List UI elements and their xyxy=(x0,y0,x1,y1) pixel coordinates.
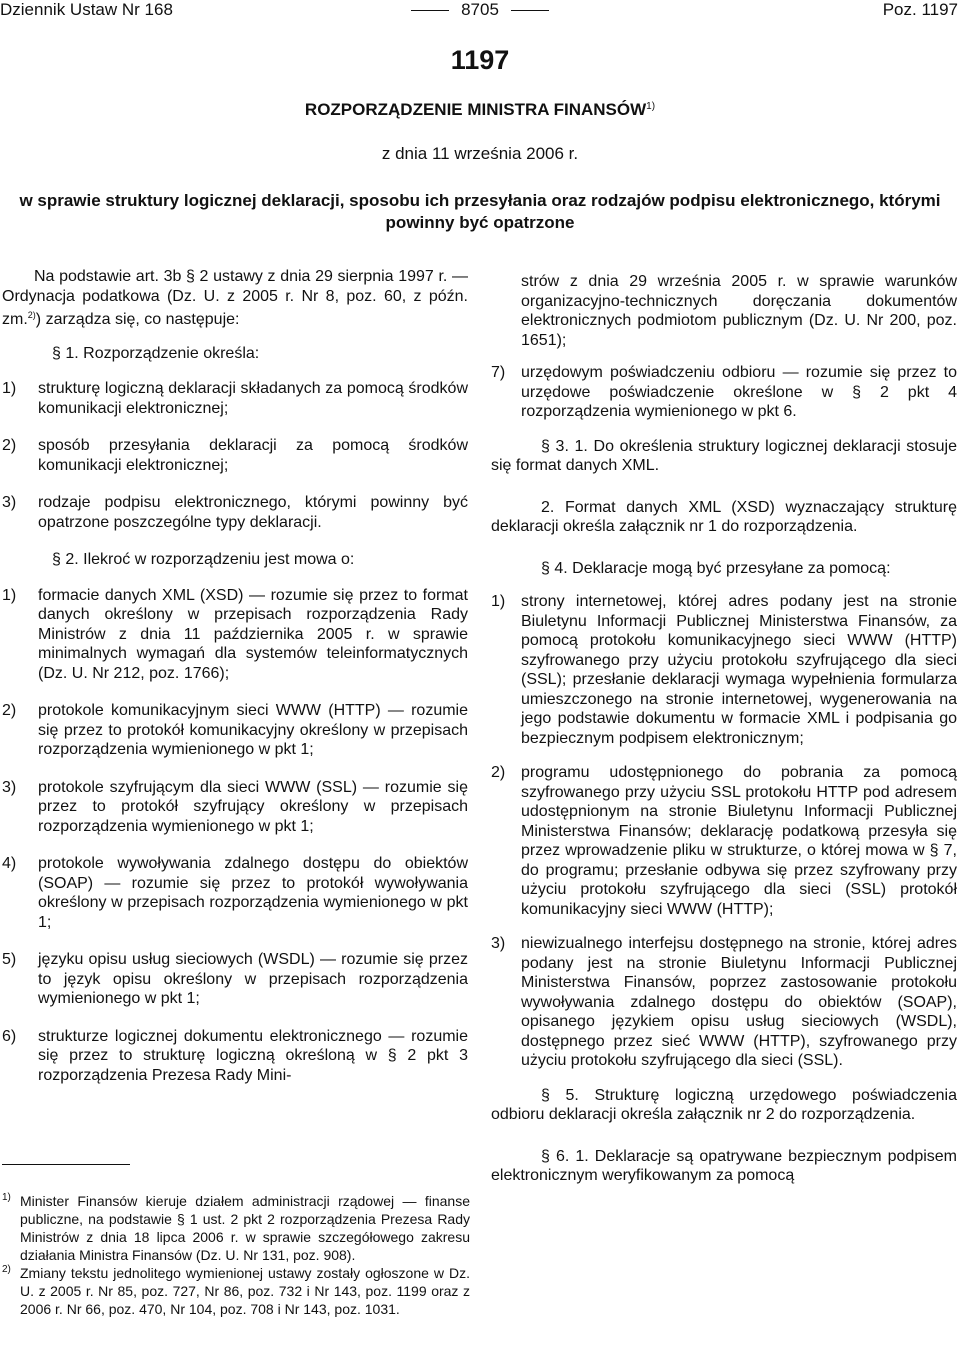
section-2-list xyxy=(2,586,468,1086)
title-text: ROZPORZĄDZENIE MINISTRA FINANSÓW xyxy=(304,100,647,119)
document-number: 1197 xyxy=(450,45,510,75)
section-4-list xyxy=(491,592,957,1071)
page-header xyxy=(0,0,960,22)
list-item: 2) sposób przesyłania deklaracji za pomocą środków komunikacji elektronicznej; xyxy=(2,437,468,474)
right-column xyxy=(491,272,957,1202)
page-number: 8705 xyxy=(461,0,499,19)
footnotes xyxy=(2,1192,470,1318)
section-6-1: § 6. 1. Deklaracje są opatrywane bezpiecznym podpisem elektronicznym weryfikowanym za pomocą xyxy=(491,1147,957,1184)
section-3-2: 2. Format danych XML (XSD) wyznaczający strukturę deklaracji określa załącznik nr 1 do rozporządzenia. xyxy=(491,498,957,535)
section-1-list xyxy=(2,379,468,532)
list-item: 3) protokole szyfrującym dla sieci WWW (SSL) — rozumie się przez to protokół szyfrujący określony w przepisach rozporządzenia wymienionego w pkt 1; xyxy=(2,778,468,835)
list-item: 3) rodzaje podpisu elektronicznego, którymi powinny być opatrzone poszczególne typy deklaracji. xyxy=(2,494,468,531)
list-item: 4) protokole wywoływania zdalnego dostępu do obiektów (SOAP) — rozumie się przez to protokół wywoływania określony w przepisach rozporządzenia wymienionego w pkt 1; xyxy=(2,855,468,931)
list-item: 1) formacie danych XML (XSD) — rozumie się przez to format danych określony w przepisach rozporządzenia Rady Ministrów z dnia 11 października 2005 r. w sprawie minimalnych wymagań dla systemów teleinformatycznych (Dz. U. Nr 212, poz. 1766); xyxy=(2,586,468,682)
document-title xyxy=(0,97,960,120)
footnote: 1) Minister Finansów kieruje działem administracji rządowej — finanse publiczne, na podstawie § 1 ust. 2 pkt 2 rozporządzenia Prezesa Rady Ministrów z dnia 18 lipca 2006 r. w sprawie szczegółowego zakresu działania Ministra Finansów (Dz. U. Nr 131, poz. 908). xyxy=(2,1192,470,1263)
document-date: z dnia 11 września 2006 r. xyxy=(381,144,579,163)
legal-basis: Na podstawie art. 3b § 2 ustawy z dnia 29 sierpnia 1997 r. — Ordynacja podatkowa (Dz. U. z 2005 r. Nr 8, poz. 60, z późn. zm.$^{2)}$) zarządza się, co następuje: xyxy=(2,268,468,328)
journal-title: Dziennik Ustaw Nr 168 xyxy=(0,0,173,19)
list-item: 6) strukturze logicznej dokumentu elektronicznego — rozumie się przez to strukturę logiczną określoną w § 2 pkt 3 rozporządzenia Prezesa Rady Mini- xyxy=(2,1027,468,1084)
list-item: 5) języku opisu usług sieciowych (WSDL) — rozumie się przez to język opisu określony w przepisach rozporządzenia wymienionego w pkt 1; xyxy=(2,951,468,1007)
list-item: 3) niewizualnego interfejsu dostępnego na stronie, której adres podany jest na stronie Biuletynu Informacji Publicznej Ministerstwa Finansów, poprzez zastosowanie protokołu wywoływania zdalnego dostępu do obiektów (SOAP), opisanego językiem opisu usług sieciowych (WSDL), dostępnego przez sieć WWW (HTTP), szyfrowanego przy użyciu protokołu szyfrującego dla sieci (SSL). xyxy=(491,935,957,1069)
title-footnote-ref: 1) xyxy=(646,101,656,112)
footnote: 2) Zmiany tekstu jednolitego wymienionej ustawy zostały ogłoszone w Dz. U. z 2005 r. Nr 85, poz. 727, Nr 86, poz. 732 i Nr 143, poz. 1199 oraz z 2006 r. Nr 66, poz. 470, Nr 104, poz. 708 i Nr 143, poz. 1031. xyxy=(2,1264,470,1317)
footnote-divider xyxy=(2,1164,130,1165)
list-item: 7) urzędowym poświadczeniu odbioru — rozumie się przez to urzędowe poświadczenie określone w § 2 pkt 4 rozporządzenia wymienionego w pkt 6. xyxy=(491,364,957,420)
section-4: § 4. Deklaracje mogą być przesyłane za pomocą: xyxy=(541,559,891,577)
section-1: § 1. Rozporządzenie określa: xyxy=(52,344,260,362)
document-subject: w sprawie struktury logicznej deklaracji, sposobu ich przesyłania oraz rodzajów podpisu elektronicznego, którymi powinny być opatrzone xyxy=(19,191,941,232)
section-5: § 5. Strukturę logiczną urzędowego poświadczenia odbioru deklaracji określa załącznik nr 2 do rozporządzenia. xyxy=(491,1086,957,1123)
list-item: 2) programu udostępnionego do pobrania za pomocą szyfrowanego przy użyciu SSL protokołu HTTP pod adresem udostępnionym na stronie Biuletynu Informacji Publicznej Ministerstwa Finansów; deklarację podatkową przesyła się przez wprowadzenie pliku w strukturze, o której mowa w § 7, do programu; przesłanie odbywa się przez szyfrowany przy użyciu protokołu szyfrującego dla sieci (SSL) protokół komunikacyjny sieci WWW (HTTP); xyxy=(491,764,957,918)
section-2: § 2. Ilekroć w rozporządzeniu jest mowa o: xyxy=(52,551,355,568)
position-number: Poz. 1197 xyxy=(882,0,958,19)
page-number-line xyxy=(0,0,960,20)
list-item: 1) strony internetowej, której adres podany jest na stronie Biuletynu Informacji Publicznej Ministerstwa Finansów, za pomocą protokołu komunikacyjnego sieci WWW (HTTP) szyfrowanego przy użyciu protokołu szyfrującego dla sieci (SSL); przesłanie deklaracji wymaga wypełnienia formularza umieszczonego na stronie internetowej, wygenerowania na jego podstawie dokumentu w formacie XML i podpisania go bezpiecznym podpisem elektronicznym; xyxy=(491,593,957,747)
left-column xyxy=(2,267,468,1103)
continued-text: strów z dnia 29 września 2005 r. w sprawie warunków organizacyjno-technicznych doręczania dokumentów elektronicznych podmiotom publicznym (Dz. U. Nr 200, poz. 1651); xyxy=(521,273,957,349)
list-item: 1) strukturę logiczną deklaracji składanych za pomocą środków komunikacji elektronicznej; xyxy=(2,380,468,417)
footnote-ref-2: 2) xyxy=(27,310,36,320)
list-item: 2) protokole komunikacyjnym sieci WWW (HTTP) — rozumie się przez to protokół komunikacyjny określony w przepisach rozporządzenia wymienionego w pkt 1; xyxy=(2,702,468,758)
section-3-1: § 3. 1. Do określenia struktury logicznej deklaracji stosuje się format danych XML. xyxy=(491,437,957,474)
